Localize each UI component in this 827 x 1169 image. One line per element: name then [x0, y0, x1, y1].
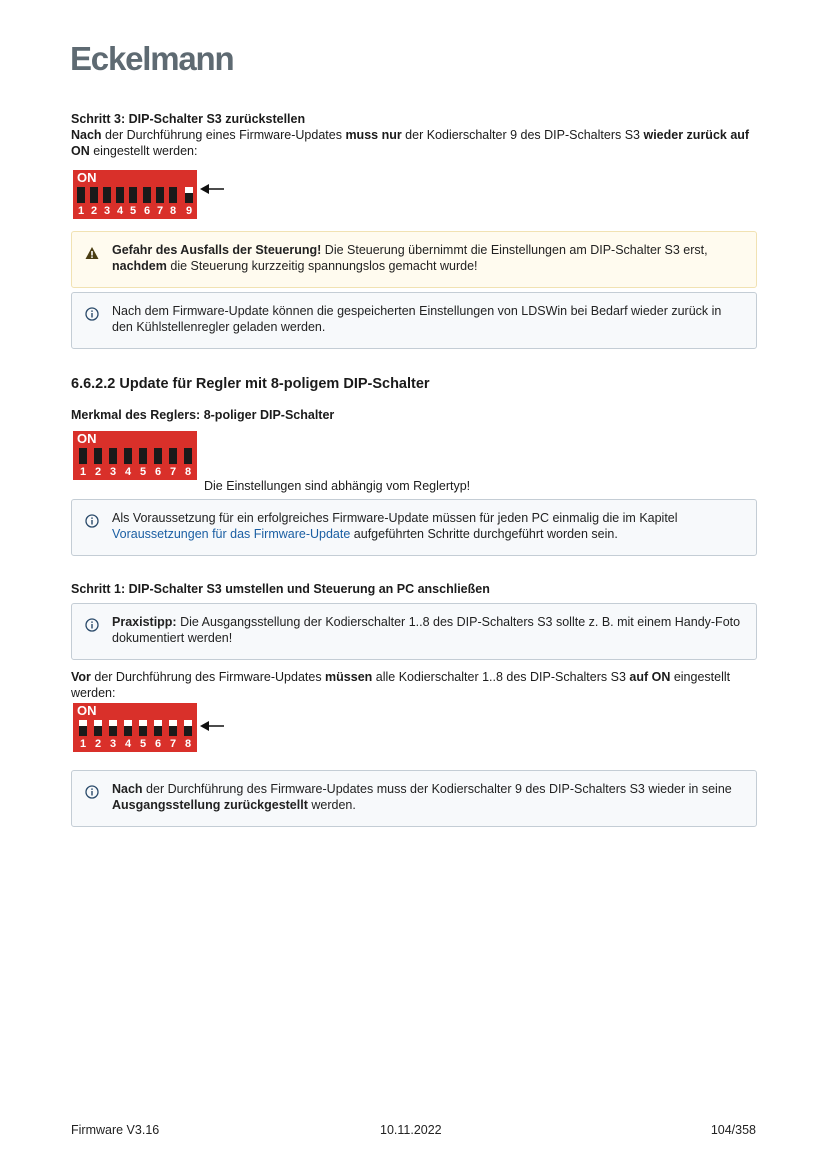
- step3-p1: Nach: [71, 128, 102, 142]
- step3-p2: der Durchführung eines Firmware-Updates: [101, 128, 346, 142]
- dip-knob: [169, 720, 177, 726]
- info-text-reset: [112, 781, 744, 813]
- dip-number: 8: [169, 205, 177, 217]
- dip-knob: [185, 187, 193, 193]
- dip-switch-6: [143, 187, 151, 203]
- dip-on-label: ON: [77, 703, 97, 718]
- dip-switch-7: [169, 720, 177, 736]
- dip-switch-7: [169, 448, 177, 464]
- dip-number: 7: [156, 205, 164, 217]
- dip-knob: [79, 720, 87, 726]
- dip-number: 2: [94, 738, 102, 750]
- dip-switch-8-pole-all-on: [73, 703, 197, 752]
- dip-switch-8: [184, 720, 192, 736]
- dip-switch-8: [184, 448, 192, 464]
- dip-switch-5: [139, 720, 147, 736]
- warning-icon: [85, 246, 99, 260]
- dip-switch-4: [124, 448, 132, 464]
- dip-switch-5: [139, 448, 147, 464]
- info3-b2: Ausgangsstellung zurückgestellt: [112, 798, 308, 812]
- dip-switch-2: [94, 720, 102, 736]
- tip-text: [112, 614, 744, 646]
- info-icon: [85, 514, 99, 528]
- warning-t1: Die Steuerung übernimmt die Einstellungen am DIP-Schalter S3 erst,: [321, 243, 708, 257]
- dip-number: 9: [185, 205, 193, 217]
- dip-number: 8: [184, 466, 192, 478]
- dip-number: 8: [184, 738, 192, 750]
- dip-number: 4: [116, 205, 124, 217]
- tip-body: Die Ausgangsstellung der Kodierschalter 1..8 des DIP-Schalters S3 sollte z. B. mit einem Handy-Foto dokumentiert werden!: [112, 615, 741, 645]
- dip-switch-3: [109, 448, 117, 464]
- dip-number: 7: [169, 466, 177, 478]
- step1-title: Schritt 1: DIP-Schalter S3 umstellen und Steuerung an PC anschließen: [71, 582, 490, 596]
- section-heading: 6.6.2.2 Update für Regler mit 8-poligem DIP-Schalter: [71, 376, 430, 392]
- arrow-left-icon: [200, 182, 226, 196]
- footer-page-number: 104/358: [710, 1123, 756, 1137]
- dip-number: 3: [109, 466, 117, 478]
- dip-switch-1: [79, 720, 87, 736]
- dip-switch-6: [154, 448, 162, 464]
- prerequisites-link[interactable]: Voraussetzungen für das Firmware-Update: [112, 527, 351, 541]
- dip-knob: [124, 720, 132, 726]
- para-t2: alle Kodierschalter 1..8 des DIP-Schalters S3: [372, 670, 630, 684]
- arrow-left-icon: [200, 719, 226, 733]
- dip-knob: [184, 720, 192, 726]
- dip-number: 4: [124, 738, 132, 750]
- dip-on-label: ON: [77, 431, 97, 446]
- step3-section: [71, 111, 757, 159]
- footer-version: Firmware V3.16: [71, 1123, 160, 1137]
- info2-t1: Als Voraussetzung für ein erfolgreiches Firmware-Update müssen für jeden PC einmalig die im Kapitel: [112, 511, 678, 525]
- info-box-prerequisites: [71, 499, 757, 556]
- dip-switch-4: [116, 187, 124, 203]
- dip-knob: [139, 720, 147, 726]
- info2-t2: aufgeführten Schritte durchgeführt worden sein.: [350, 527, 618, 541]
- dip-switch-3: [109, 720, 117, 736]
- feature-caption: Die Einstellungen sind abhängig vom Reglertyp!: [204, 479, 471, 493]
- dip-switch-9-pole: [73, 170, 197, 219]
- dip-switch-8-pole: [73, 431, 197, 480]
- para-b1: Vor: [71, 670, 91, 684]
- info3-b1: Nach: [112, 782, 143, 796]
- dip-switch-2: [90, 187, 98, 203]
- dip-number: 1: [77, 205, 85, 217]
- dip-number: 5: [139, 738, 147, 750]
- dip-knob: [154, 720, 162, 726]
- dip-on-label: ON: [77, 170, 97, 185]
- step3-p5: wieder zurück auf ON: [71, 128, 750, 158]
- warning-bold2: nachdem: [112, 259, 167, 273]
- para-t1: der Durchführung des Firmware-Updates: [90, 670, 326, 684]
- warning-box: [71, 231, 757, 288]
- dip-number: 6: [154, 466, 162, 478]
- warning-text: [112, 242, 744, 274]
- dip-switch-2: [94, 448, 102, 464]
- dip-number: 5: [139, 466, 147, 478]
- dip-on-paragraph: [71, 669, 731, 701]
- warning-bold: Gefahr des Ausfalls der Steuerung!: [112, 243, 322, 257]
- tip-bold: Praxistipp:: [112, 615, 177, 629]
- warning-t2: die Steuerung kurzzeitig spannungslos gemacht wurde!: [166, 259, 478, 273]
- info3-t2: werden.: [307, 798, 356, 812]
- step3-p4: der Kodierschalter 9 des DIP-Schalters S3: [401, 128, 644, 142]
- para-t3: eingestellt werden:: [71, 670, 731, 700]
- step3-title: Schritt 3: DIP-Schalter S3 zurückstellen: [71, 112, 306, 126]
- tip-box: [71, 603, 757, 660]
- dip-number: 4: [124, 466, 132, 478]
- info-icon: [85, 618, 99, 632]
- info-icon: [85, 307, 99, 321]
- footer-date: 10.11.2022: [380, 1123, 442, 1137]
- dip-number: 3: [109, 738, 117, 750]
- dip-number: 1: [79, 466, 87, 478]
- feature-title: Merkmal des Reglers: 8-poliger DIP-Schalter: [71, 408, 335, 422]
- dip-number: 5: [129, 205, 137, 217]
- dip-number: 2: [94, 466, 102, 478]
- step3-p6: eingestellt werden:: [89, 144, 198, 158]
- dip-switch-1: [79, 448, 87, 464]
- info-icon: [85, 785, 99, 799]
- info-box-ldswin: [71, 292, 757, 349]
- dip-switch-1: [77, 187, 85, 203]
- eckelmann-logo: Eckelmann: [70, 40, 234, 77]
- dip-number: 6: [143, 205, 151, 217]
- dip-switch-9: [185, 187, 193, 203]
- para-b3: auf ON: [629, 670, 671, 684]
- dip-number: 3: [103, 205, 111, 217]
- dip-switch-4: [124, 720, 132, 736]
- dip-switch-6: [154, 720, 162, 736]
- step3-p3: muss nur: [345, 128, 402, 142]
- dip-knob: [109, 720, 117, 726]
- info3-t1: der Durchführung des Firmware-Updates muss der Kodierschalter 9 des DIP-Schalters S3 wieder in seine: [142, 782, 732, 796]
- step3-paragraph: [71, 127, 757, 159]
- dip-number: 2: [90, 205, 98, 217]
- dip-switch-5: [129, 187, 137, 203]
- dip-switch-8: [169, 187, 177, 203]
- para-b2: müssen: [325, 670, 373, 684]
- dip-knob: [94, 720, 102, 726]
- dip-number: 7: [169, 738, 177, 750]
- info-text-prerequisites: [112, 510, 744, 542]
- dip-number: 6: [154, 738, 162, 750]
- info-text-ldswin: Nach dem Firmware-Update können die gespeicherten Einstellungen von LDSWin bei Bedarf wieder zurück in den Kühlstellenregler geladen werden.: [112, 304, 722, 334]
- dip-switch-7: [156, 187, 164, 203]
- dip-number: 1: [79, 738, 87, 750]
- dip-switch-3: [103, 187, 111, 203]
- info-box-reset: [71, 770, 757, 827]
